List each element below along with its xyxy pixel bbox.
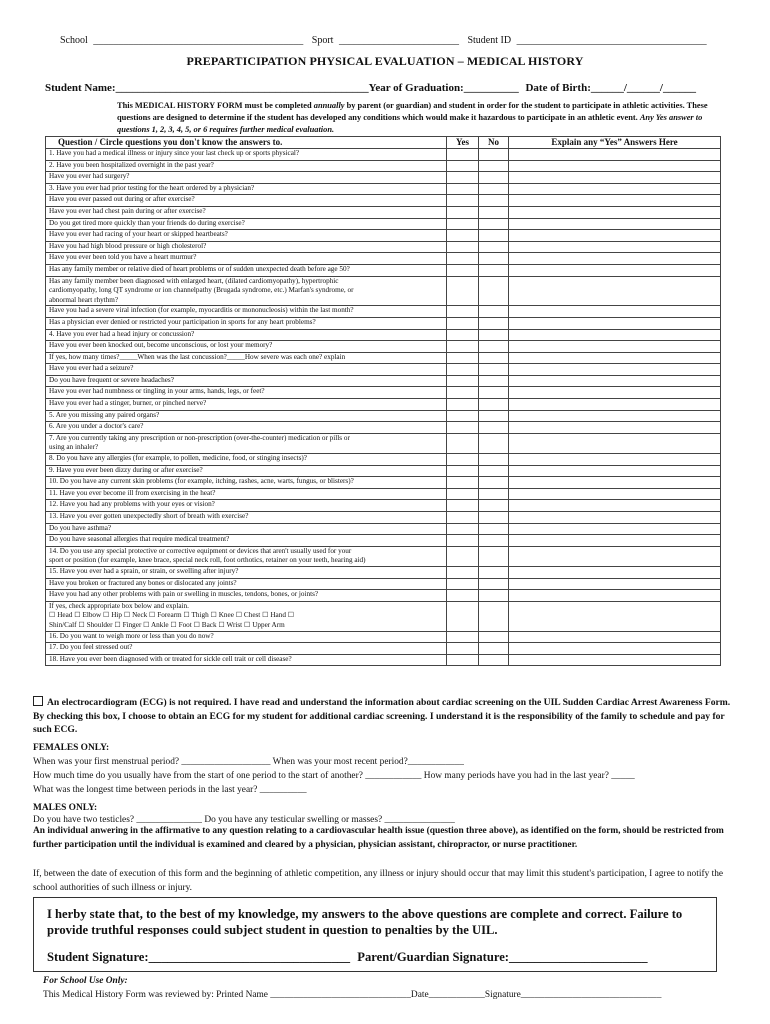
no-cell[interactable]	[479, 523, 509, 535]
no-cell[interactable]	[479, 218, 509, 230]
question-text: Has any family member or relative died of heart problems or of sudden unexpected death before age 50?	[46, 264, 447, 276]
yes-cell[interactable]	[447, 500, 479, 512]
question-text: 3. Have you ever had prior testing for the heart ordered by a physician?	[46, 183, 447, 195]
yes-cell[interactable]	[447, 253, 479, 265]
yes-cell[interactable]	[447, 218, 479, 230]
females-line-3[interactable]: What was the longest time between periods in the last year? __________	[33, 785, 307, 795]
yes-cell[interactable]	[447, 546, 479, 566]
table-row	[46, 477, 721, 489]
question-text: 1. Have you had a medical illness or injury since your last check up or sports physical?	[46, 149, 447, 161]
table-row	[46, 375, 721, 387]
sport-label: Sport	[311, 35, 334, 46]
notify-agreement: If, between the date of execution of this form and the beginning of athletic competition, any illness or injury should occur that may limit this student's participation, I agree to notify the school authorities of such illness or injury.	[33, 869, 724, 893]
question-text: 5. Are you missing any paired organs?	[46, 410, 447, 422]
question-text: Have you ever had a stinger, burner, or pinched nerve?	[46, 399, 447, 411]
explain-cell[interactable]	[509, 306, 721, 318]
signature-statement: I herby state that, to the best of my knowledge, my answers to the above questions are complete and correct. Failure to provide truthful responses could subject student in question to penalties by the UIL.	[47, 907, 683, 937]
no-cell[interactable]	[479, 149, 509, 161]
student-name-field[interactable]: ______________________________________________	[115, 82, 369, 94]
table-row	[46, 643, 721, 655]
question-text: 10. Do you have any current skin problems (for example, itching, rashes, acne, warts, fungus, or blisters)?	[46, 477, 447, 489]
yes-cell[interactable]	[447, 306, 479, 318]
yes-cell[interactable]	[447, 375, 479, 387]
yes-cell[interactable]	[447, 387, 479, 399]
table-header-row	[46, 137, 721, 149]
yes-cell[interactable]	[447, 488, 479, 500]
question-text: Have you ever been told you have a heart murmur?	[46, 253, 447, 265]
medical-history-table	[45, 136, 721, 666]
yes-cell[interactable]	[447, 631, 479, 643]
school-field[interactable]: __________________________________________	[93, 35, 304, 46]
explain-cell[interactable]	[509, 352, 721, 364]
yes-cell[interactable]	[447, 477, 479, 489]
explain-cell[interactable]	[509, 375, 721, 387]
table-row	[46, 523, 721, 535]
question-text: Do you have seasonal allergies that require medical treatment?	[46, 535, 447, 547]
affirmative-notice: An individual anwering in the affirmative to any question relating to a cardiovascular health issue (question three above), as identified on the form, should be restricted from further participation until the individual is examined and cleared by a physician, physician assistant, chiropractor, or nurse practitioner.	[33, 826, 724, 850]
yes-cell[interactable]	[447, 433, 479, 453]
yes-cell[interactable]	[447, 241, 479, 253]
yes-cell[interactable]	[447, 399, 479, 411]
explain-cell[interactable]	[509, 422, 721, 434]
no-cell[interactable]	[479, 566, 509, 578]
question-text: If yes, how many times?_____When was the last concussion?_____How severe was each one? explain	[46, 352, 447, 364]
explain-cell[interactable]	[509, 566, 721, 578]
no-cell[interactable]	[479, 341, 509, 353]
explain-cell[interactable]	[509, 454, 721, 466]
yes-cell[interactable]	[447, 172, 479, 184]
no-cell[interactable]	[479, 206, 509, 218]
explain-cell[interactable]	[509, 512, 721, 524]
explain-cell[interactable]	[509, 477, 721, 489]
intro-requirement: Any Yes answer to questions 1, 2, 3, 4, 5, or 6 requires further medical evaluation.	[117, 113, 703, 134]
sport-field[interactable]: ________________________	[338, 35, 459, 46]
no-cell[interactable]	[479, 512, 509, 524]
explain-cell[interactable]	[509, 399, 721, 411]
explain-cell[interactable]	[509, 195, 721, 207]
explain-cell[interactable]	[509, 149, 721, 161]
no-cell[interactable]	[479, 183, 509, 195]
no-cell[interactable]	[479, 535, 509, 547]
no-cell[interactable]	[479, 654, 509, 666]
no-cell[interactable]	[479, 264, 509, 276]
yes-cell[interactable]	[447, 329, 479, 341]
question-text: Have you had any other problems with pain or swelling in muscles, tendons, bones, or joints?	[46, 590, 447, 602]
no-cell[interactable]	[479, 375, 509, 387]
no-cell[interactable]	[479, 160, 509, 172]
yes-cell[interactable]	[447, 206, 479, 218]
question-text: Has a physician ever denied or restricted your participation in sports for any heart problems?	[46, 317, 447, 329]
table-row	[46, 546, 721, 566]
question-text: 6. Are you under a doctor's care?	[46, 422, 447, 434]
yes-cell[interactable]	[447, 410, 479, 422]
table-row	[46, 578, 721, 590]
student-signature-label: Student Signature:	[47, 950, 149, 964]
graduation-year-label: Year of Graduation:	[368, 82, 464, 94]
no-cell[interactable]	[479, 546, 509, 566]
explain-cell[interactable]	[509, 276, 721, 306]
header-fields	[60, 35, 720, 46]
explain-cell[interactable]	[509, 601, 721, 631]
question-text: 18. Have you ever been diagnosed with or treated for sickle cell trait or cell disease?	[46, 654, 447, 666]
no-cell[interactable]	[479, 172, 509, 184]
yes-cell[interactable]	[447, 195, 479, 207]
no-cell[interactable]	[479, 433, 509, 453]
yes-cell[interactable]	[447, 643, 479, 655]
no-cell[interactable]	[479, 488, 509, 500]
question-text: 8. Do you have any allergies (for example, to pollen, medicine, food, or stinging insects)?	[46, 454, 447, 466]
explain-cell[interactable]	[509, 523, 721, 535]
explain-cell[interactable]	[509, 488, 721, 500]
no-cell[interactable]	[479, 399, 509, 411]
table-row	[46, 566, 721, 578]
table-row	[46, 172, 721, 184]
table-row	[46, 465, 721, 477]
table-row	[46, 149, 721, 161]
yes-cell[interactable]	[447, 364, 479, 376]
table-row	[46, 454, 721, 466]
explain-cell[interactable]	[509, 654, 721, 666]
table-row	[46, 364, 721, 376]
intro-annually: annually	[313, 101, 345, 110]
question-text: Do you get tired more quickly than your friends do during exercise?	[46, 218, 447, 230]
females-line-2[interactable]: How much time do you usually have from the start of one period to the start of another? ____________ How many periods have you had in the last year? _____	[33, 771, 635, 781]
no-cell[interactable]	[479, 253, 509, 265]
question-text: Have you had a severe viral infection (for example, myocarditis or mononucleosis) within the last month?	[46, 306, 447, 318]
explain-cell[interactable]	[509, 317, 721, 329]
table-row	[46, 341, 721, 353]
signature-box	[33, 897, 717, 972]
males-section	[33, 801, 743, 825]
yes-cell[interactable]	[447, 230, 479, 242]
question-text: 13. Have you ever gotten unexpectedly short of breath with exercise?	[46, 512, 447, 524]
question-text: 14. Do you use any special protective or corrective equipment or devices that aren't usually used for your sport or position (for example, knee brace, special neck roll, foot orthotics, retainer on your teeth, hearing aid)	[46, 546, 447, 566]
explain-cell[interactable]	[509, 387, 721, 399]
question-header: Question / Circle questions you don't know the answers to.	[46, 137, 447, 149]
table-row	[46, 218, 721, 230]
intro-text-2: by parent (or guardian) and student in order for the student to participate in athletic activities. These questions are designed to determine if the student has developed any conditions which would make it hazardous to participate in an athletic event.	[117, 101, 708, 122]
females-heading: FEMALES ONLY:	[33, 743, 110, 753]
no-cell[interactable]	[479, 306, 509, 318]
no-cell[interactable]	[479, 410, 509, 422]
table-row	[46, 264, 721, 276]
yes-cell[interactable]	[447, 523, 479, 535]
no-cell[interactable]	[479, 643, 509, 655]
yes-cell[interactable]	[447, 566, 479, 578]
explain-header: Explain any “Yes” Answers Here	[509, 137, 721, 149]
explain-cell[interactable]	[509, 329, 721, 341]
table-row	[46, 253, 721, 265]
explain-cell[interactable]	[509, 410, 721, 422]
table-row	[46, 654, 721, 666]
graduation-year-field[interactable]: __________	[463, 82, 519, 94]
table-row	[46, 195, 721, 207]
ecg-text: An electrocardiogram (ECG) is not required. I have read and understand the information about cardiac screening on the UIL Sudden Cardiac Arrest Awareness Form. By checking this box, I choose to obtain an ECG for my student for additional cardiac screening. I understand it is the responsibility of the family to schedule and pay for such ECG.	[33, 697, 731, 735]
no-cell[interactable]	[479, 364, 509, 376]
dob-label: Date of Birth:	[525, 82, 591, 94]
question-text: 16. Do you want to weigh more or less than you do now?	[46, 631, 447, 643]
explain-cell[interactable]	[509, 230, 721, 242]
explain-cell[interactable]	[509, 465, 721, 477]
question-text: Have you ever been knocked out, become unconscious, or lost your memory?	[46, 341, 447, 353]
explain-cell[interactable]	[509, 160, 721, 172]
school-use-label: For School Use Only:	[43, 976, 128, 986]
no-cell[interactable]	[479, 578, 509, 590]
table-row	[46, 488, 721, 500]
yes-cell[interactable]	[447, 465, 479, 477]
signature-line	[47, 950, 648, 965]
intro-paragraph	[117, 100, 722, 136]
reviewer-line[interactable]: This Medical History Form was reviewed by: Printed Name ______________________________Date____________Signature______________________________	[43, 990, 662, 1000]
no-cell[interactable]	[479, 477, 509, 489]
question-text: Have you ever had racing of your heart or skipped heartbeats?	[46, 230, 447, 242]
question-text: Do you have asthma?	[46, 523, 447, 535]
table-row	[46, 422, 721, 434]
explain-cell[interactable]	[509, 643, 721, 655]
school-label: School	[60, 35, 88, 46]
question-text: Have you ever had surgery?	[46, 172, 447, 184]
question-text: 11. Have you ever become ill from exercising in the heat?	[46, 488, 447, 500]
ecg-checkbox[interactable]	[33, 696, 43, 706]
males-heading: MALES ONLY:	[33, 803, 98, 813]
no-cell[interactable]	[479, 276, 509, 306]
table-row	[46, 352, 721, 364]
females-section	[33, 741, 743, 797]
no-header: No	[479, 137, 509, 149]
question-text: 15. Have you ever had a sprain, or strain, or swelling after injury?	[46, 566, 447, 578]
question-text: If yes, check appropriate box below and explain. ☐ Head ☐ Elbow ☐ Hip ☐ Neck ☐ Forearm ☐ Thigh ☐ Knee ☐ Chest ☐ Hand ☐ Shin/Calf ☐ Shoulder ☐ Finger ☐ Ankle ☐ Foot ☐ Back ☐ Wrist ☐ Upper Arm	[46, 601, 447, 631]
yes-cell[interactable]	[447, 454, 479, 466]
table-row	[46, 317, 721, 329]
no-cell[interactable]	[479, 465, 509, 477]
explain-cell[interactable]	[509, 241, 721, 253]
yes-cell[interactable]	[447, 590, 479, 602]
yes-cell[interactable]	[447, 422, 479, 434]
explain-cell[interactable]	[509, 500, 721, 512]
parent-signature-field[interactable]: ______________________	[508, 950, 648, 964]
no-cell[interactable]	[479, 631, 509, 643]
yes-cell[interactable]	[447, 341, 479, 353]
form-title: PREPARTICIPATION PHYSICAL EVALUATION – MEDICAL HISTORY	[186, 54, 584, 68]
no-cell[interactable]	[479, 329, 509, 341]
yes-cell[interactable]	[447, 535, 479, 547]
explain-cell[interactable]	[509, 590, 721, 602]
yes-cell[interactable]	[447, 264, 479, 276]
table-row	[46, 183, 721, 195]
explain-cell[interactable]	[509, 433, 721, 453]
explain-cell[interactable]	[509, 631, 721, 643]
no-cell[interactable]	[479, 500, 509, 512]
question-text: Have you ever had chest pain during or after exercise?	[46, 206, 447, 218]
table-row	[46, 535, 721, 547]
student-info-line	[45, 82, 696, 94]
table-row	[46, 631, 721, 643]
yes-cell[interactable]	[447, 601, 479, 631]
question-text: Has any family member been diagnosed with enlarged heart, (dilated cardiomyopathy), hypertrophic cardiomyopathy, long QT syndrome or ion channelpathy (Brugada syndrome, etc.) Marfan's syndrome, or abnormal heart rhythm?	[46, 276, 447, 306]
ecg-option	[33, 696, 733, 737]
yes-cell[interactable]	[447, 352, 479, 364]
no-cell[interactable]	[479, 352, 509, 364]
question-text: Have you ever had numbness or tingling in your arms, hands, legs, or feet?	[46, 387, 447, 399]
explain-cell[interactable]	[509, 535, 721, 547]
student-id-label: Student ID	[467, 35, 512, 46]
student-signature-field[interactable]: ________________________________	[148, 950, 351, 964]
no-cell[interactable]	[479, 422, 509, 434]
question-text: Do you have frequent or severe headaches?	[46, 375, 447, 387]
no-cell[interactable]	[479, 195, 509, 207]
no-cell[interactable]	[479, 317, 509, 329]
table-row	[46, 433, 721, 453]
table-row	[46, 160, 721, 172]
table-row	[46, 512, 721, 524]
table-row	[46, 387, 721, 399]
question-text: 2. Have you been hospitalized overnight in the past year?	[46, 160, 447, 172]
table-row	[46, 276, 721, 306]
explain-cell[interactable]	[509, 264, 721, 276]
explain-cell[interactable]	[509, 206, 721, 218]
table-row	[46, 590, 721, 602]
table-row	[46, 329, 721, 341]
explain-cell[interactable]	[509, 546, 721, 566]
yes-cell[interactable]	[447, 317, 479, 329]
table-row	[46, 601, 721, 631]
yes-cell[interactable]	[447, 654, 479, 666]
parent-signature-label: Parent/Guardian Signature:	[357, 950, 509, 964]
table-row	[46, 206, 721, 218]
no-cell[interactable]	[479, 230, 509, 242]
yes-cell[interactable]	[447, 149, 479, 161]
question-text: Have you ever had a seizure?	[46, 364, 447, 376]
yes-cell[interactable]	[447, 578, 479, 590]
table-row	[46, 241, 721, 253]
intro-text-1: This MEDICAL HISTORY FORM must be completed	[117, 101, 314, 110]
yes-cell[interactable]	[447, 512, 479, 524]
no-cell[interactable]	[479, 454, 509, 466]
no-cell[interactable]	[479, 601, 509, 631]
explain-cell[interactable]	[509, 364, 721, 376]
table-row	[46, 500, 721, 512]
school-use-heading	[43, 976, 128, 986]
question-text: Have you ever passed out during or after exercise?	[46, 195, 447, 207]
question-text: 17. Do you feel stressed out?	[46, 643, 447, 655]
explain-cell[interactable]	[509, 578, 721, 590]
explain-cell[interactable]	[509, 172, 721, 184]
yes-cell[interactable]	[447, 183, 479, 195]
question-text: 9. Have you ever been dizzy during or after exercise?	[46, 465, 447, 477]
males-line-1[interactable]: Do you have two testicles? ______________ Do you have any testicular swelling or masses? _______________	[33, 815, 455, 825]
question-text: Have you had high blood pressure or high cholesterol?	[46, 241, 447, 253]
yes-header: Yes	[447, 137, 479, 149]
question-text: 12. Have you had any problems with your eyes or vision?	[46, 500, 447, 512]
table-row	[46, 230, 721, 242]
dob-field[interactable]: ______/______/______	[590, 82, 696, 94]
table-row	[46, 410, 721, 422]
table-row	[46, 399, 721, 411]
explain-cell[interactable]	[509, 183, 721, 195]
yes-cell[interactable]	[447, 276, 479, 306]
explain-cell[interactable]	[509, 253, 721, 265]
student-name-label: Student Name:	[45, 82, 116, 94]
question-text: Have you broken or fractured any bones or dislocated any joints?	[46, 578, 447, 590]
yes-cell[interactable]	[447, 160, 479, 172]
no-cell[interactable]	[479, 387, 509, 399]
question-text: 4. Have you ever had a head injury or concussion?	[46, 329, 447, 341]
table-row	[46, 306, 721, 318]
no-cell[interactable]	[479, 590, 509, 602]
females-line-1[interactable]: When was your first menstrual period? ___________________ When was your most recent period?____________	[33, 757, 464, 767]
explain-cell[interactable]	[509, 341, 721, 353]
student-id-field[interactable]: ______________________________________	[516, 35, 707, 46]
explain-cell[interactable]	[509, 218, 721, 230]
question-text: 7. Are you currently taking any prescription or non-prescription (over-the-counter) medication or pills or using an inhaler?	[46, 433, 447, 453]
no-cell[interactable]	[479, 241, 509, 253]
